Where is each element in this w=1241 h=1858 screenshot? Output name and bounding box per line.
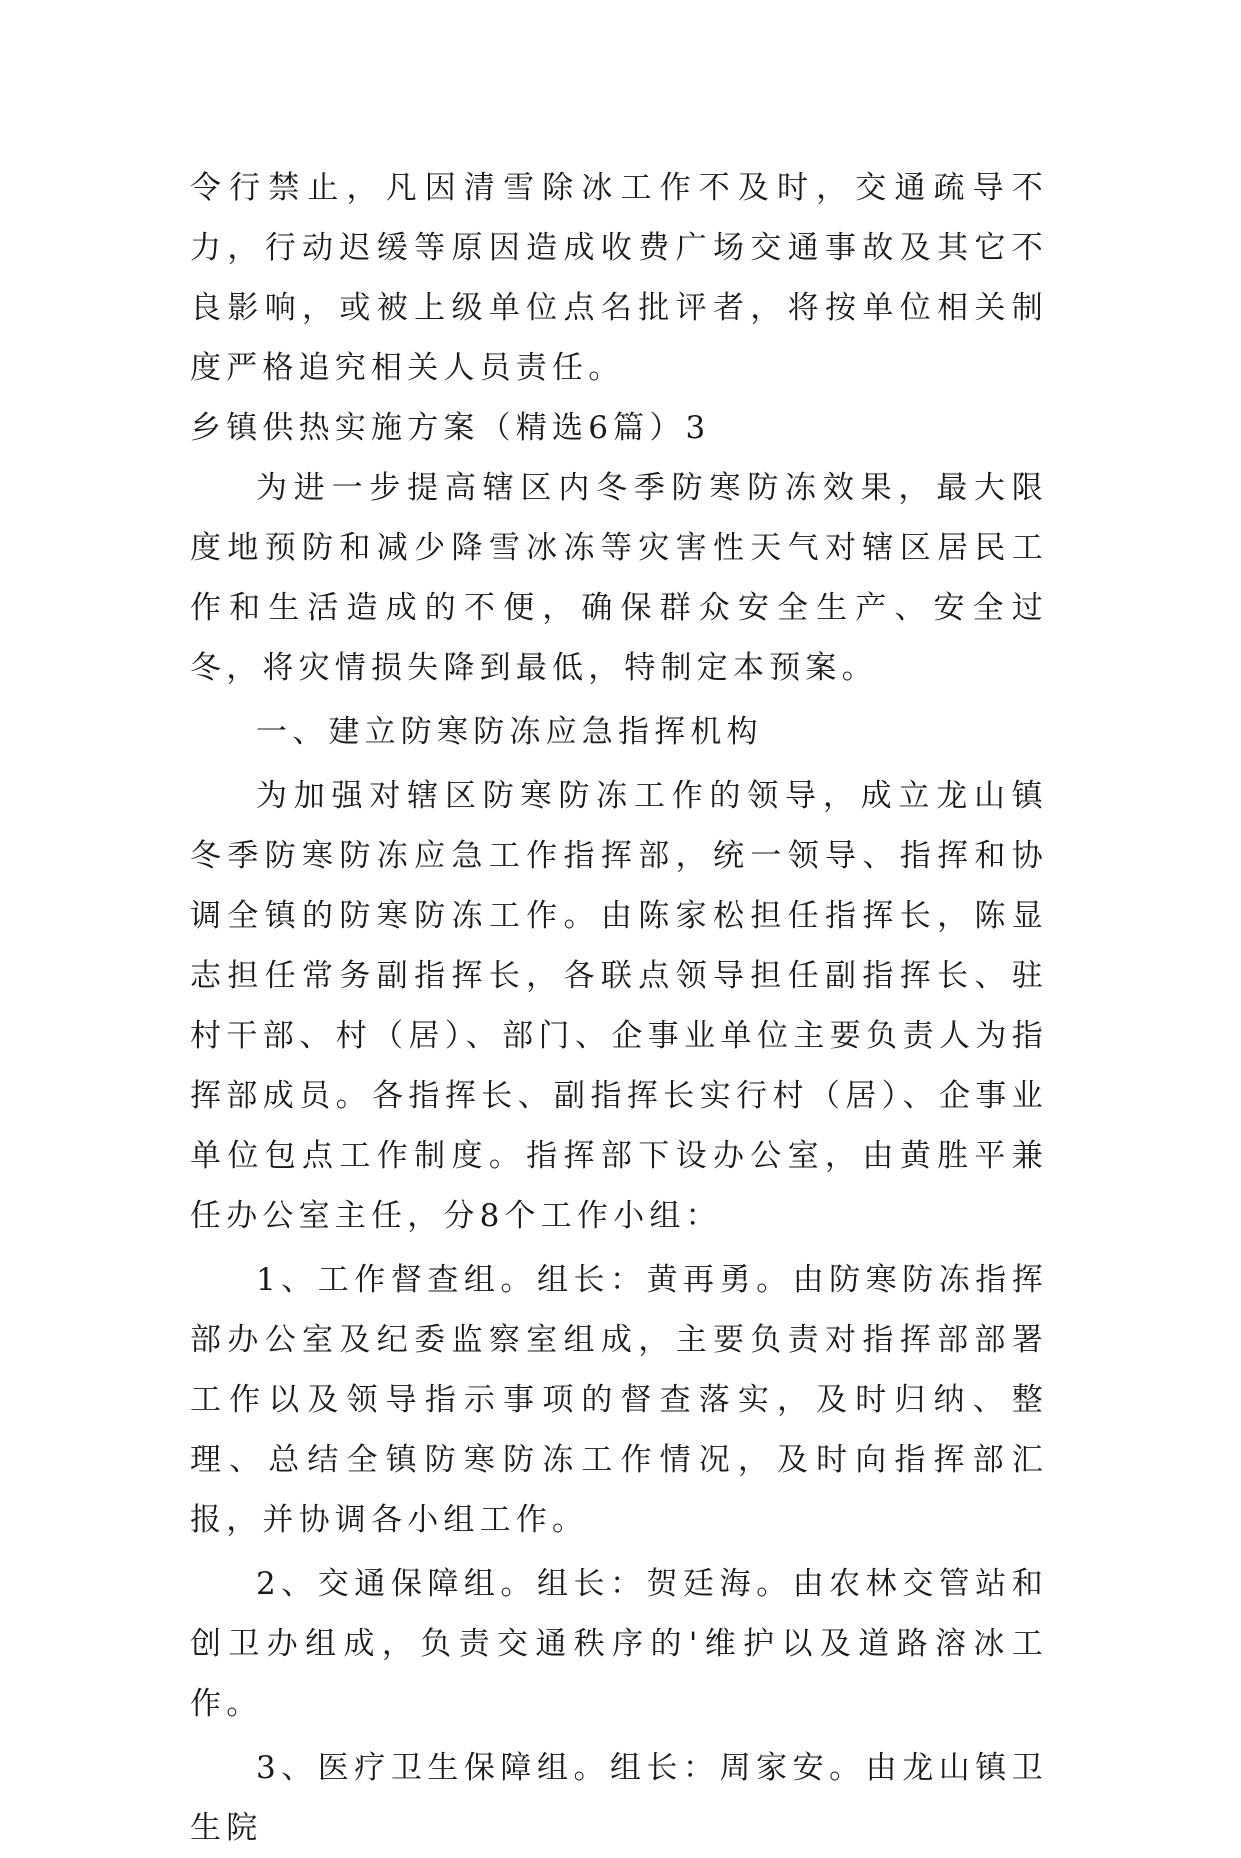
section-subheading: 一、建立防寒防冻应急指挥机构 — [256, 714, 763, 750]
section-heading: 乡镇供热实施方案（精选6篇）3 — [190, 410, 711, 446]
document-body — [190, 158, 1048, 1858]
paragraph-intro: 为进一步提高辖区内冬季防寒防冻效果，最大限度地预防和减少降雪冰冻等灾害性天气对辖区居民工作和生活造成的不便，确保群众安全生产、安全过冬，将灾情损失降到最低，特制定本预案。 — [190, 470, 1048, 686]
paragraph-group-3: 3、医疗卫生保障组。组长：周家安。由龙山镇卫生院 — [190, 1750, 1048, 1846]
paragraph-group-1: 1、工作督查组。组长：黄再勇。由防寒防冻指挥部办公室及纪委监察室组成，主要负责对指挥部部署工作以及领导指示事项的督查落实，及时归纳、整理、总结全镇防寒防冻工作情况，及时向指挥部汇报，并协调各小组工作。 — [190, 1262, 1048, 1538]
paragraph-command-structure: 为加强对辖区防寒防冻工作的领导，成立龙山镇冬季防寒防冻应急工作指挥部，统一领导、指挥和协调全镇的防寒防冻工作。由陈家松担任指挥长，陈显志担任常务副指挥长，各联点领导担任副指挥长、驻村干部、村（居）、部门、企事业单位主要负责人为指挥部成员。各指挥长、副指挥长实行村（居）、企事业单位包点工作制度。指挥部下设办公室，由黄胜平兼任办公室主任，分8个工作小组： — [190, 778, 1048, 1234]
paragraph-group-2: 2、交通保障组。组长：贺廷海。由农林交管站和创卫办组成，负责交通秩序的'维护以及道路溶冰工作。 — [190, 1566, 1048, 1722]
paragraph-continuation: 令行禁止，凡因清雪除冰工作不及时，交通疏导不力，行动迟缓等原因造成收费广场交通事故及其它不良影响，或被上级单位点名批评者，将按单位相关制度严格追究相关人员责任。 — [190, 170, 1048, 386]
